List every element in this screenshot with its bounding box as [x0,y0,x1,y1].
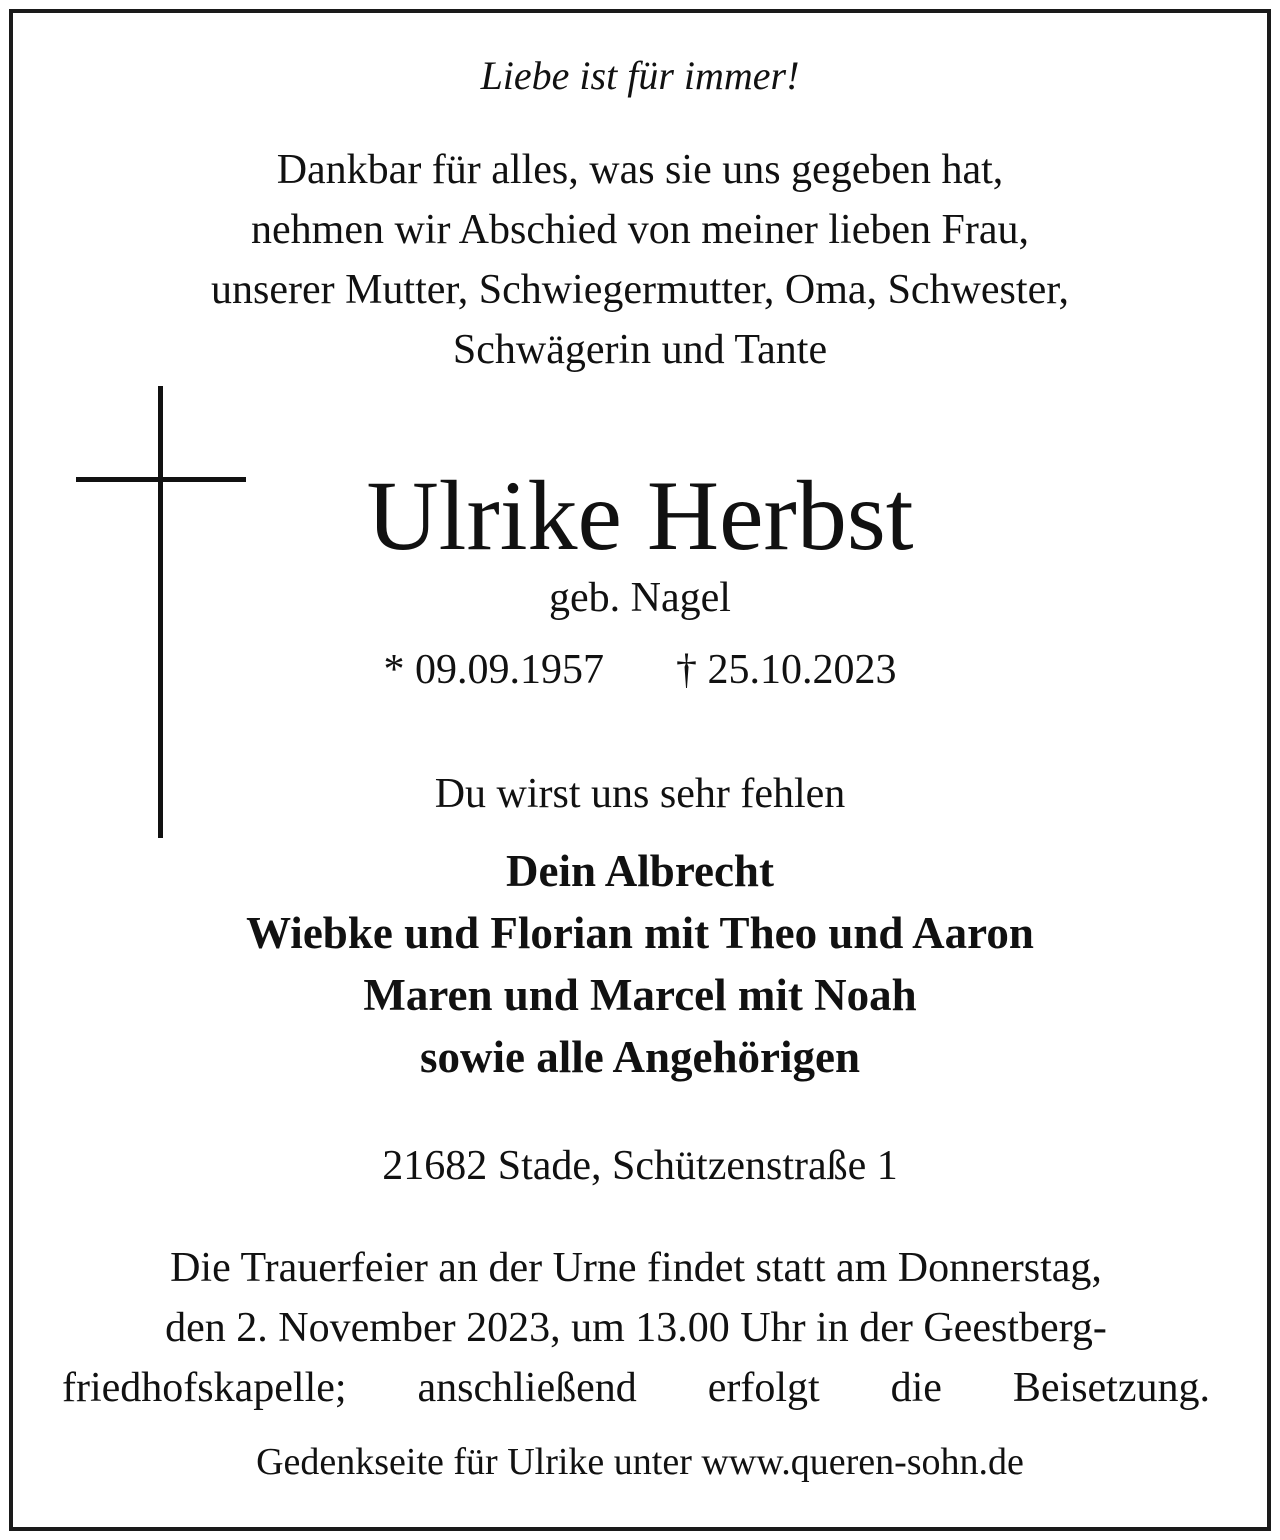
ceremony-line: den 2. November 2023, um 13.00 Uhr in der Geestberg- [165,1305,1107,1351]
family-line: Dein Albrecht [506,846,774,896]
ceremony-line: Die Trauerfeier an der Urne findet statt am Donnerstag, [170,1245,1102,1291]
family-line: Maren und Marcel mit Noah [363,970,917,1020]
ceremony-info [62,1238,1210,1418]
farewell-line: Du wirst uns sehr fehlen [434,771,846,817]
memorial-note: Gedenkseite für Ulrike unter www.queren-sohn.de [256,1441,1024,1483]
birth-date: * 09.09.1957 [383,647,604,693]
address: 21682 Stade, Schützenstraße 1 [382,1143,898,1189]
deceased-name: Ulrike Herbst [366,460,914,571]
intro-line: Dankbar für alles, was sie uns gegeben hat, [276,147,1004,193]
birth-name: geb. Nagel [549,575,731,621]
intro-line: unserer Mutter, Schwiegermutter, Oma, Schwester, [210,267,1070,313]
death-date: † 25.10.2023 [676,647,897,693]
family-line: sowie alle Angehörigen [420,1032,860,1082]
motto: Liebe ist für immer! [480,53,800,98]
intro-line: nehmen wir Abschied von meiner lieben Frau, [251,207,1029,253]
life-dates [0,646,1280,694]
family-line: Wiebke und Florian mit Theo und Aaron [246,908,1034,958]
ceremony-line: friedhofskapelle; anschließend erfolgt die Beisetzung. [62,1365,1210,1411]
intro-line: Schwägerin und Tante [452,327,828,373]
